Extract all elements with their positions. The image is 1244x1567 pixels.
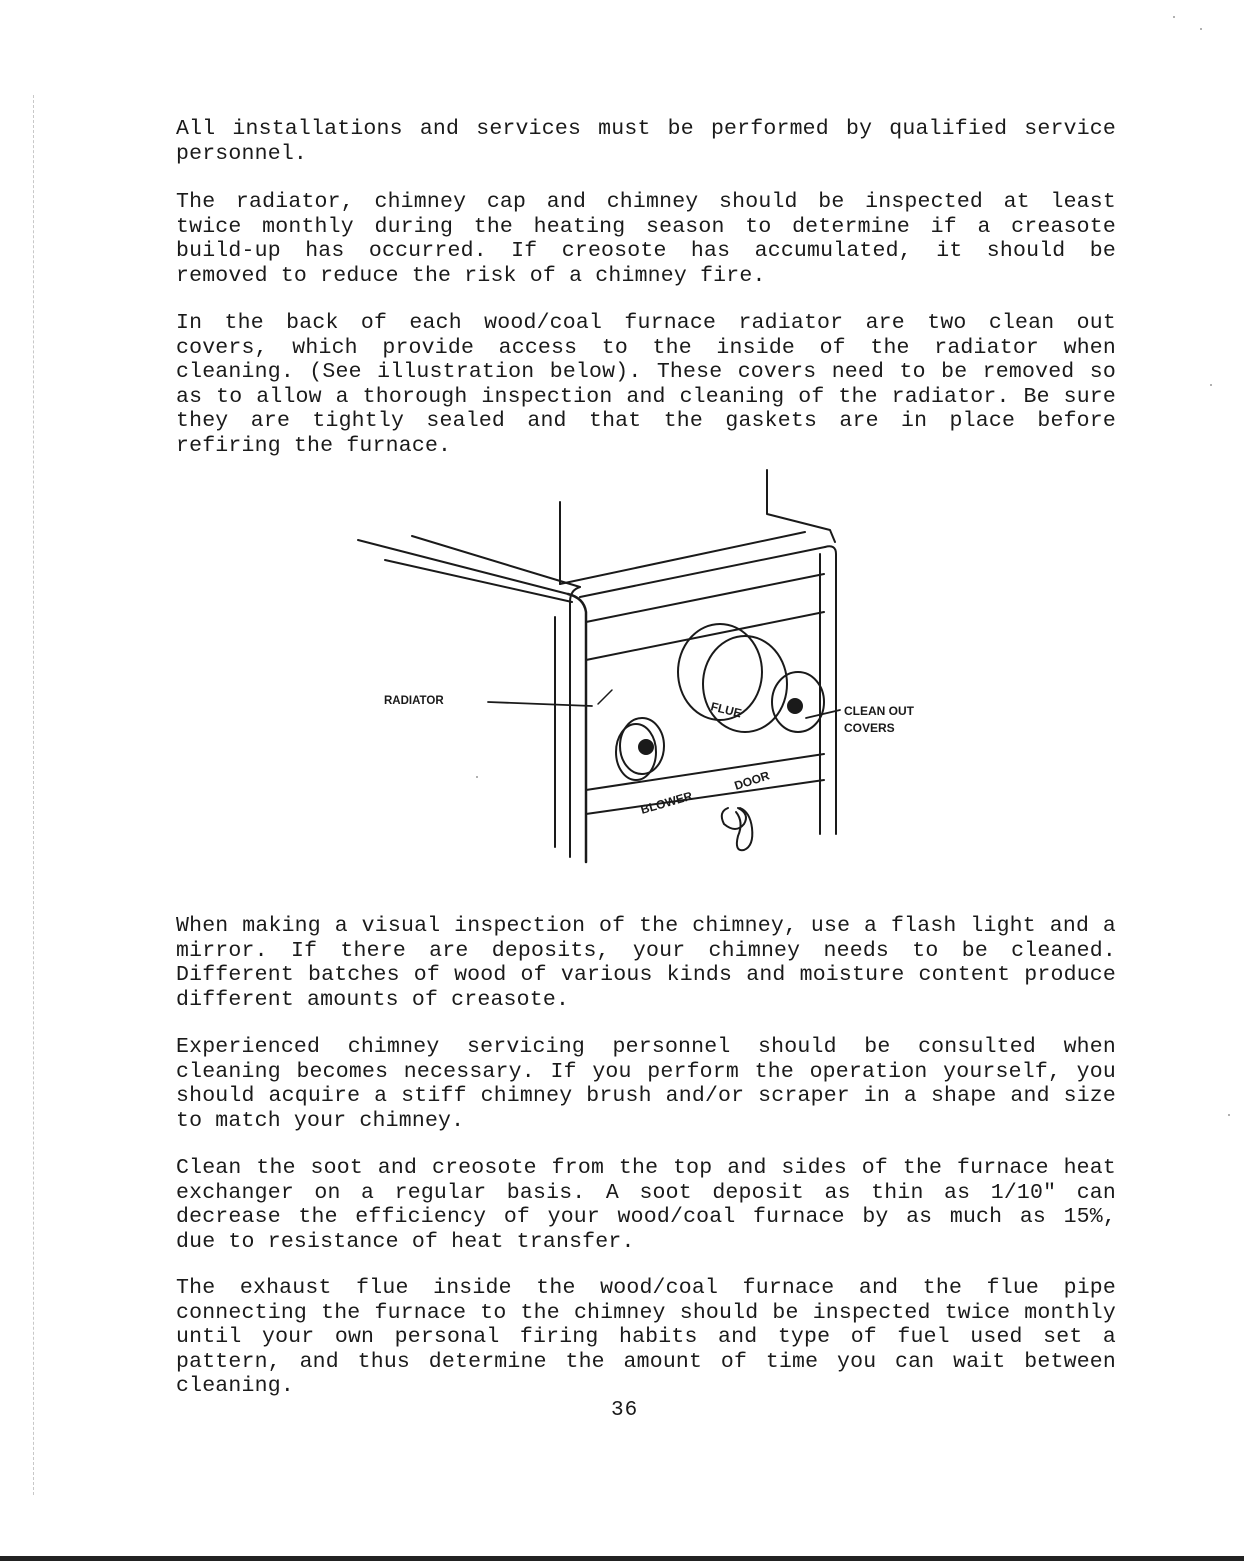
flue-label: FLUE	[709, 699, 744, 721]
door-label: DOOR	[732, 768, 772, 793]
paragraph-inspection-frequency: The radiator, chimney cap and chimney should be inspected at least twice monthly during the heating season to determine if a creasote build-up has occurred. If creosote has accumulated, it should be removed to reduce the risk of a chimney fire.	[176, 190, 1116, 288]
paragraph-exhaust-flue: The exhaust flue inside the wood/coal furnace and the flue pipe connecting the furnace to the chimney should be inspected twice monthly until your own personal firing habits and type of fuel used set a pattern, and thus determine the amount of time you can wait between cleaning.	[176, 1276, 1116, 1398]
clean-out-label: CLEAN OUT	[844, 704, 914, 718]
scan-speck	[1228, 1114, 1230, 1116]
scan-speck	[1173, 16, 1175, 18]
scan-edge-artifact	[33, 95, 35, 1495]
scan-speck	[476, 776, 478, 778]
paragraph-qualified-personnel: All installations and services must be performed by qualified service personnel.	[176, 117, 1116, 166]
paragraph-visual-inspection: When making a visual inspection of the chimney, use a flash light and a mirror. If there are deposits, your chimney needs to be cleaned. Different batches of wood of various kinds and moisture content produce different amounts of creasote.	[176, 914, 1116, 1012]
blower-label: BLOWER	[638, 788, 695, 817]
radiator-illustration	[340, 462, 960, 892]
page-number: 36	[611, 1399, 639, 1422]
paragraph-servicing-personnel: Experienced chimney servicing personnel should be consulted when cleaning becomes necessary. If you perform the operation yourself, you should acquire a stiff chimney brush and/or scraper in a shape and size to match your chimney.	[176, 1035, 1116, 1133]
covers-label: COVERS	[844, 721, 895, 735]
scan-bottom-edge	[0, 1556, 1244, 1561]
scan-speck	[1200, 28, 1202, 30]
radiator-label: RADIATOR	[384, 695, 444, 707]
paragraph-clean-out-covers: In the back of each wood/coal furnace radiator are two clean out covers, which provide access to the inside of the radiator when cleaning. (See illustration below). These covers need to be removed so as to allow a thorough inspection and cleaning of the radiator. Be sure they are tightly sealed and that the gaskets are in place before refiring the furnace.	[176, 311, 1116, 458]
scan-speck	[1210, 384, 1212, 386]
paragraph-soot-cleaning: Clean the soot and creosote from the top and sides of the furnace heat exchanger on a regular basis. A soot deposit as thin as 1/10" can decrease the efficiency of your wood/coal furnace by as much as 15%, due to resistance of heat transfer.	[176, 1156, 1116, 1254]
flue-circle-inner	[703, 636, 787, 732]
